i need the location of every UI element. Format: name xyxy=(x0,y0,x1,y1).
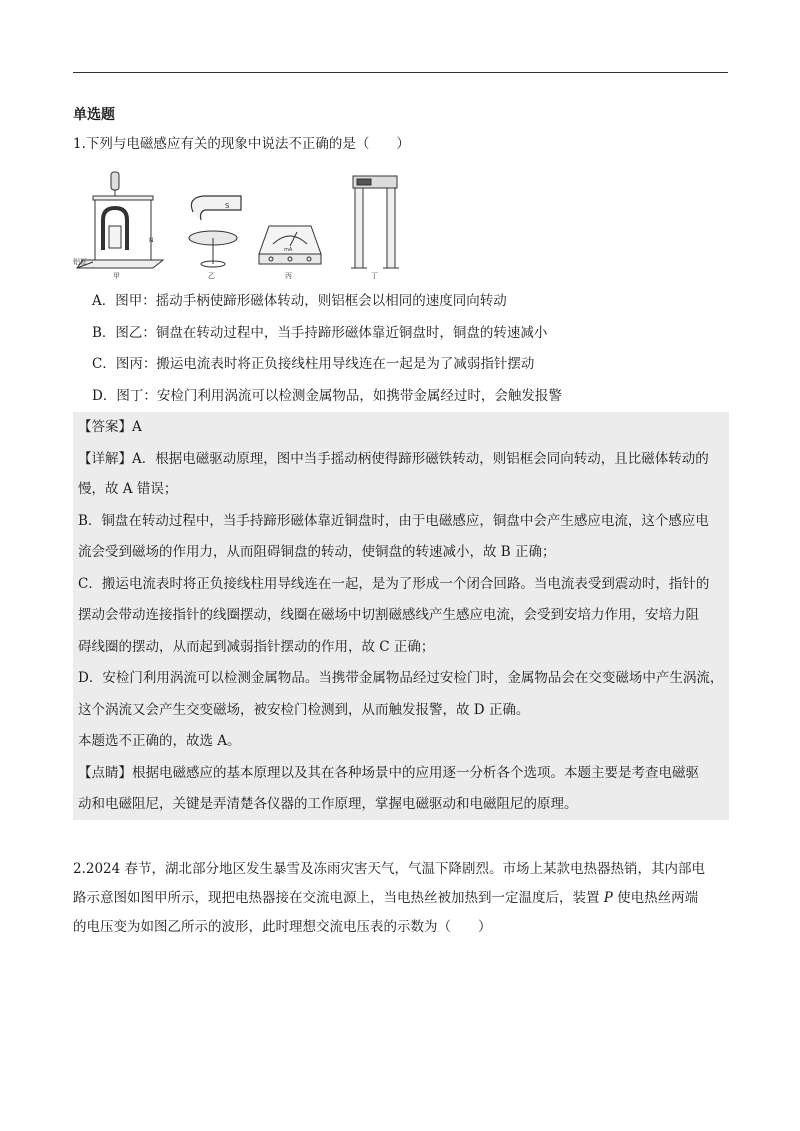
question-1-figure xyxy=(73,168,403,280)
question-2-line-2-text: 路示意图如图甲所示，现把电热器接在交流电源上，当电热丝被加热到一定温度后，装置 xyxy=(73,890,604,906)
comment-line-1 xyxy=(78,762,726,784)
figure-yi-s-label: S xyxy=(225,202,230,210)
question-1-options xyxy=(92,290,732,416)
answer-value: A xyxy=(132,419,142,435)
detail-text-1: A．根据电磁驱动原理，图中当手摇动柄使得蹄形磁铁转动，则铝框会同向转动，且比磁体转动的 xyxy=(132,451,709,467)
option-b: B．图乙：铜盘在转动过程中，当手持蹄形磁体靠近铜盘时，铜盘的转速减小 xyxy=(92,324,548,341)
figure-yi-apparatus xyxy=(189,196,241,267)
figure-bing-meter-label: mA xyxy=(284,247,293,253)
comment-line-2: 动和电磁阻尼，关键是弄清楚各仪器的工作原理，掌握电磁驱动和电磁阻尼的原理。 xyxy=(78,796,578,812)
comment-label: 【点睛】 xyxy=(78,765,132,781)
detail-line-6: 摆动会带动连接指针的线圈摆动，线圈在磁场中切割磁感线产生感应电流，会受到安培力作用，安培力阻 xyxy=(78,607,699,623)
question-2-stem xyxy=(73,855,729,942)
figure-label-yi: 乙 xyxy=(208,272,215,280)
detail-line-5: C．搬运电流表时将正负接线柱用导线连在一起，是为了形成一个闭合回路。当电流表受到震动时，指针的 xyxy=(78,576,710,592)
detail-line-2: 慢，故 A 错误； xyxy=(78,481,178,497)
question-2-line-1: 2.2024 春节，湖北部分地区发生暴雪及冻雨灾害天气，气温下降剧烈。市场上某款电热器热销，其内部电 xyxy=(73,861,706,877)
option-a: A．图甲：摇动手柄使蹄形磁体转动，则铝框会以相同的速度同向转动 xyxy=(92,293,507,309)
question-1-stem: 1.下列与电磁感应有关的现象中说法不正确的是（ ） xyxy=(73,136,410,152)
answer-label: 【答案】 xyxy=(78,419,132,435)
detail-line-9: 这个涡流又会产生交变磁场，被安检门检测到，从而触发报警，故 D 正确。 xyxy=(78,702,530,718)
answer-line xyxy=(78,416,726,438)
detail-line-4: 流会受到磁场的作用力，从而阻碍铜盘的转动，使铜盘的转速减小，故 B 正确； xyxy=(78,544,556,560)
detail-line-1 xyxy=(78,448,726,470)
detail-line-3: B．铜盘在转动过程中，当手持蹄形磁体靠近铜盘时，由于电磁感应，铜盘中会产生感应电流，这个感应电 xyxy=(78,513,709,529)
question-2-line-2-tail: 使电热丝两端 xyxy=(612,890,699,906)
question-2-variable-p: P xyxy=(603,890,613,906)
question-2-line-2 xyxy=(73,884,729,913)
option-c: C．图丙：搬运电流表时将正负接线柱用导线连在一起是为了减弱指针摆动 xyxy=(92,356,535,372)
figure-bing-ammeter xyxy=(259,226,321,264)
detail-line-7: 碍线圈的摆动，从而起到减弱指针摆动的作用，故 C 正确； xyxy=(78,639,435,655)
detail-line-10: 本题选不正确的，故选 A。 xyxy=(78,733,241,749)
figure-label-jia: 甲 xyxy=(113,272,120,280)
figure-ding-security-gate xyxy=(351,176,399,268)
question-2-line-3: 的电压变为如图乙所示的波形，此时理想交流电压表的示数为（ ） xyxy=(73,919,492,935)
option-d: D．图丁：安检门利用涡流可以检测金属物品，如携带金属经过时，会触发报警 xyxy=(92,387,562,404)
figure-label-lvkuang: 铝框 xyxy=(73,258,87,266)
figure-label-ding: 丁 xyxy=(371,272,378,280)
detail-label: 【详解】 xyxy=(78,451,132,467)
figure-label-bing: 丙 xyxy=(285,272,292,280)
detail-line-8: D．安检门利用涡流可以检测金属物品。当携带金属物品经过安检门时，金属物品会在交变磁场中产生涡流， xyxy=(78,670,724,686)
comment-text-1: 根据电磁感应的基本原理以及其在各种场景中的应用逐一分析各个选项。本题主要是考查电磁驱 xyxy=(132,765,699,781)
section-title: 单选题 xyxy=(73,107,115,123)
figure-jia-apparatus xyxy=(77,172,163,268)
figure-jia-n-label: N xyxy=(149,237,154,244)
header-rule xyxy=(73,72,728,73)
